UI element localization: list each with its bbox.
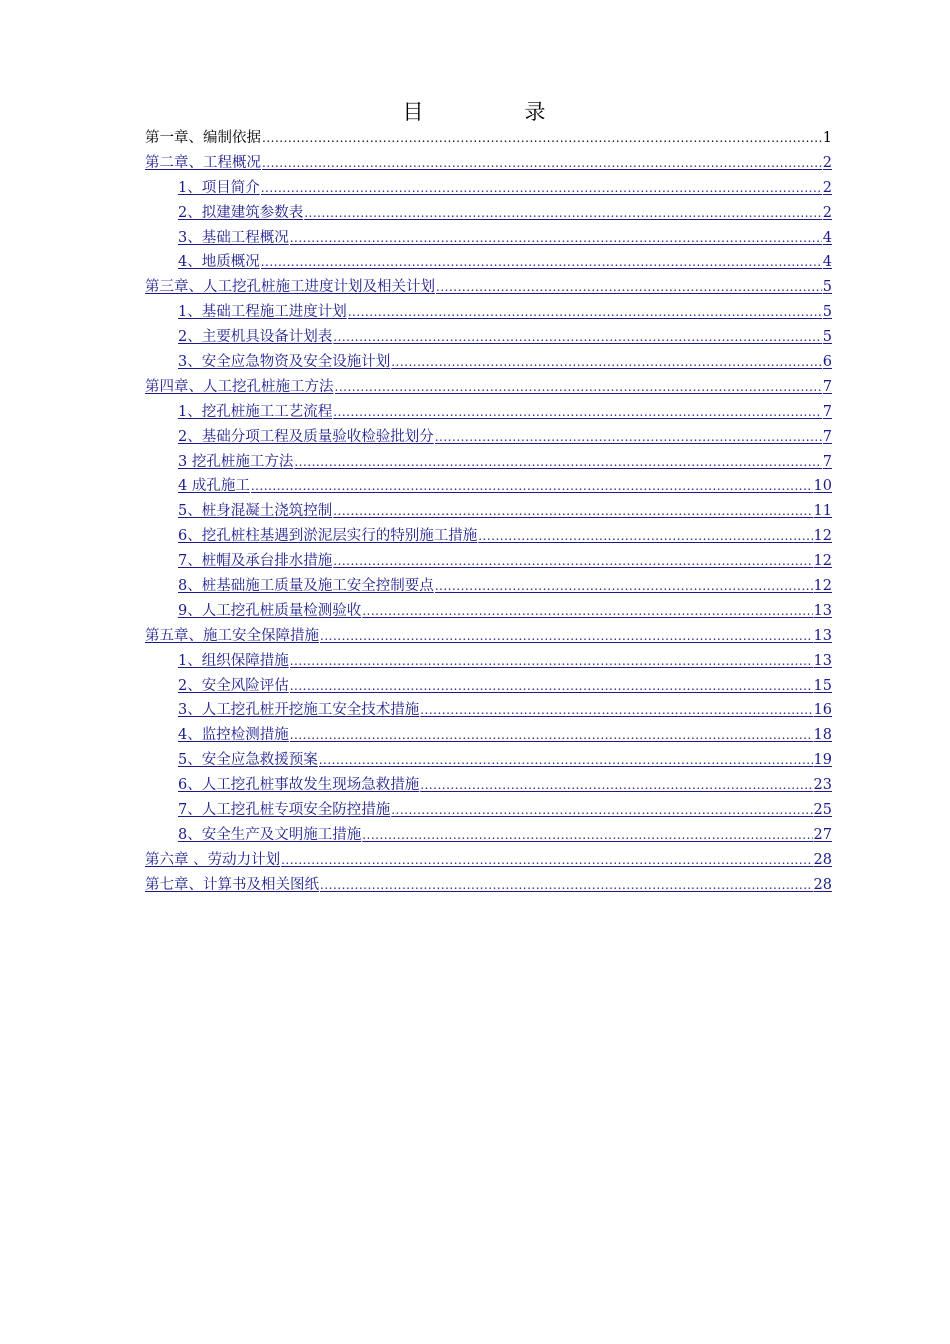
toc-entry-label: 3、人工挖孔桩开挖施工安全技术措施 [178,702,420,719]
toc-dot-leader [281,848,812,873]
toc-page-number: 5 [822,329,832,346]
toc-dot-leader [320,873,813,898]
toc-dot-leader [333,549,812,574]
toc-dot-leader [420,773,812,798]
toc-entry-label: 2、基础分项工程及质量验收检验批划分 [178,428,434,445]
toc-section-entry[interactable] [145,499,832,524]
toc-entry-label: 7、人工挖孔桩专项安全防控措施 [178,802,391,819]
toc-page-number: 7 [822,403,832,420]
toc-chapter-entry[interactable] [145,151,832,176]
toc-dot-leader [304,201,822,226]
toc-page-number: 2 [822,204,832,221]
toc-section-entry[interactable] [145,250,832,275]
toc-page-number: 7 [822,453,832,470]
toc-section-entry[interactable] [145,698,832,723]
toc-entry-label: 2、安全风险评估 [178,677,289,694]
toc-page-number: 10 [813,478,832,495]
toc-page-number: 7 [822,428,832,445]
toc-page-number: 5 [822,279,832,296]
toc-chapter-entry [145,126,832,151]
toc-entry-label: 5、安全应急救援预案 [178,752,318,769]
toc-entry-label: 第六章 、劳动力计划 [145,851,281,868]
toc-section-entry[interactable] [145,748,832,773]
toc-entry-label: 8、桩基础施工质量及施工安全控制要点 [178,578,434,595]
toc-section-entry[interactable] [145,350,832,375]
toc-entry-label: 第五章、施工安全保障措施 [145,627,319,644]
toc-dot-leader [478,524,812,549]
toc-title: 目 录 [402,100,586,124]
toc-dot-leader [290,649,813,674]
toc-entry-label: 第二章、工程概况 [145,154,261,171]
toc-entry-label: 6、挖孔桩柱基遇到淤泥层实行的特别施工措施 [178,528,478,545]
toc-dot-leader [319,748,813,773]
toc-page-number: 25 [813,802,832,819]
toc-dot-leader [333,400,822,425]
toc-page-number: 11 [813,503,832,520]
toc-entry-label: 1、组织保障措施 [178,652,289,669]
toc-dot-leader [362,823,812,848]
toc-dot-leader [290,723,813,748]
toc-entry-label: 2、拟建建筑参数表 [178,204,304,221]
toc-chapter-entry[interactable] [145,873,832,898]
toc-chapter-entry[interactable] [145,848,832,873]
toc-dot-leader [261,176,822,201]
toc-page-number: 4 [822,229,832,246]
toc-page-number: 4 [822,254,832,271]
toc-section-entry[interactable] [145,425,832,450]
toc-section-entry[interactable] [145,798,832,823]
toc-page-number: 18 [813,727,832,744]
toc-section-entry[interactable] [145,574,832,599]
toc-page-number: 12 [813,553,832,570]
toc-page-number: 5 [822,304,832,321]
toc-entry-label: 4 成孔施工 [178,478,250,495]
toc-page-number: 28 [813,851,832,868]
toc-dot-leader [435,425,822,450]
toc-page-number: 12 [813,528,832,545]
toc-page-number: 6 [822,354,832,371]
toc-dot-leader [435,574,813,599]
toc-section-entry[interactable] [145,226,832,251]
toc-dot-leader [391,350,822,375]
table-of-contents [145,126,832,898]
toc-dot-leader [335,375,822,400]
toc-page-number: 13 [813,602,832,619]
toc-entry-label: 第七章、计算书及相关图纸 [145,876,319,893]
toc-page-number: 28 [813,876,832,893]
toc-entry-label: 3 挖孔桩施工方法 [178,453,294,470]
toc-section-entry[interactable] [145,400,832,425]
toc-section-entry[interactable] [145,723,832,748]
toc-entry-label: 4、监控检测措施 [178,727,289,744]
toc-entry-label: 1、项目简介 [178,179,260,196]
toc-section-entry[interactable] [145,823,832,848]
toc-section-entry[interactable] [145,201,832,226]
toc-section-entry[interactable] [145,549,832,574]
toc-section-entry[interactable] [145,300,832,325]
toc-entry-label: 5、桩身混凝土浇筑控制 [178,503,333,520]
toc-dot-leader [262,151,822,176]
toc-page-number: 23 [813,777,832,794]
toc-entry-label: 7、桩帽及承台排水措施 [178,553,333,570]
toc-entry-label: 9、人工挖孔桩质量检测验收 [178,602,362,619]
toc-page-number: 2 [822,179,832,196]
toc-page-number: 1 [822,130,832,146]
toc-page-number: 13 [813,627,832,644]
toc-page-number: 19 [813,752,832,769]
toc-dot-leader [333,499,812,524]
toc-entry-label: 第四章、人工挖孔桩施工方法 [145,378,334,395]
toc-page-number: 7 [822,378,832,395]
toc-entry-label: 1、挖孔桩施工工艺流程 [178,403,333,420]
toc-dot-leader [320,624,813,649]
toc-entry-label: 1、基础工程施工进度计划 [178,304,347,321]
toc-page-number: 27 [813,826,832,843]
toc-dot-leader [261,250,822,275]
toc-section-entry[interactable] [145,176,832,201]
toc-dot-leader [348,300,822,325]
toc-entry-label: 8、安全生产及文明施工措施 [178,826,362,843]
toc-page-number: 13 [813,652,832,669]
toc-section-entry[interactable] [145,474,832,499]
toc-section-entry[interactable] [145,325,832,350]
toc-dot-leader [391,798,812,823]
toc-section-entry[interactable] [145,674,832,699]
toc-dot-leader [420,698,812,723]
toc-dot-leader [362,599,812,624]
toc-dot-leader [251,474,813,499]
toc-entry-label: 第一章、编制依据 [145,130,261,146]
toc-section-entry[interactable] [145,649,832,674]
toc-page-number: 12 [813,578,832,595]
toc-dot-leader [290,226,822,251]
toc-entry-label: 3、安全应急物资及安全设施计划 [178,354,391,371]
toc-dot-leader [436,275,822,300]
toc-section-entry[interactable] [145,450,832,475]
toc-dot-leader [262,126,822,151]
toc-chapter-entry[interactable] [145,624,832,649]
toc-dot-leader [290,674,813,699]
toc-entry-label: 3、基础工程概况 [178,229,289,246]
toc-section-entry[interactable] [145,524,832,549]
toc-page-number: 16 [813,702,832,719]
toc-entry-label: 第三章、人工挖孔桩施工进度计划及相关计划 [145,279,435,296]
toc-dot-leader [333,325,822,350]
toc-entry-label: 4、地质概况 [178,254,260,271]
toc-entry-label: 6、人工挖孔桩事故发生现场急救措施 [178,777,420,794]
toc-page-number: 15 [813,677,832,694]
toc-page-number: 2 [822,154,832,171]
toc-section-entry[interactable] [145,773,832,798]
toc-chapter-entry[interactable] [145,275,832,300]
toc-section-entry[interactable] [145,599,832,624]
toc-chapter-entry[interactable] [145,375,832,400]
toc-dot-leader [294,450,821,475]
toc-entry-label: 2、主要机具设备计划表 [178,329,333,346]
